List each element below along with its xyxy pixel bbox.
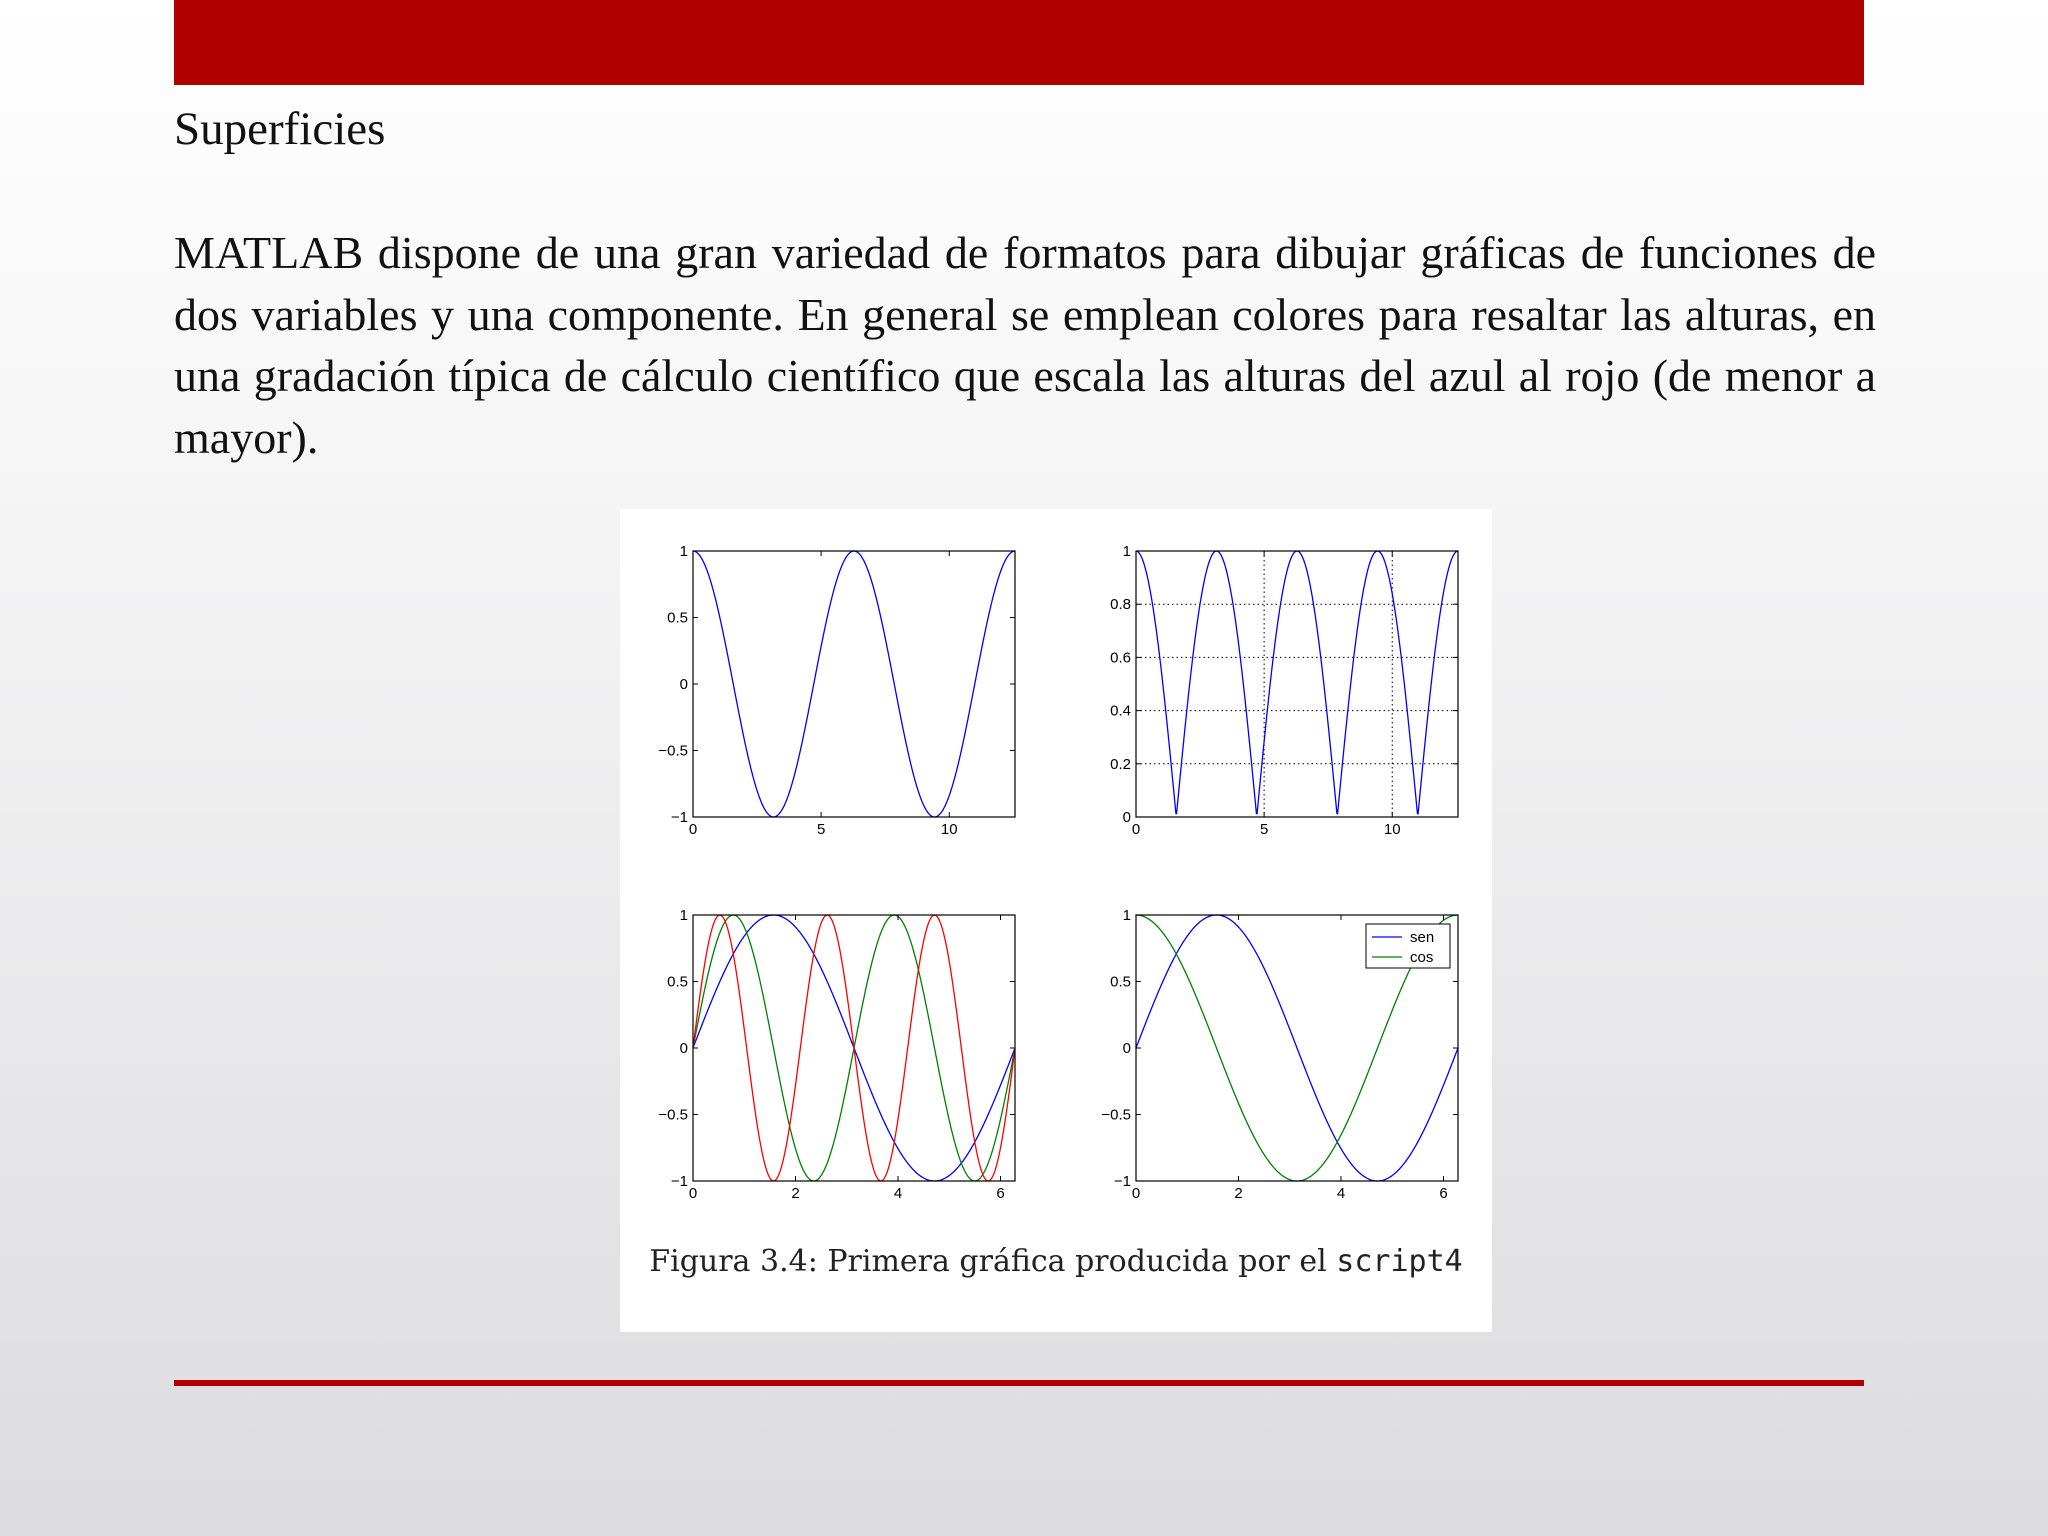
legend-box <box>1366 924 1450 968</box>
subplots-figure <box>620 509 1492 1229</box>
y-tick-label: −1 <box>670 1173 688 1190</box>
y-tick-label: 0 <box>679 1040 688 1057</box>
footer-accent-rule <box>174 1380 1864 1386</box>
y-tick-label: 0 <box>1122 1040 1131 1057</box>
x-tick-label: 10 <box>1383 821 1401 838</box>
slide-title: Superficies <box>174 103 386 155</box>
x-tick-label: 2 <box>791 1185 800 1202</box>
y-tick-label: −0.5 <box>1101 1106 1131 1124</box>
subplot-3 <box>658 907 1015 1202</box>
x-tick-label: 0 <box>1131 1185 1141 1202</box>
x-tick-label: 5 <box>816 821 826 838</box>
y-tick-label: 0.4 <box>1110 702 1131 720</box>
y-tick-label: 0 <box>1122 809 1131 826</box>
x-tick-label: 2 <box>1234 1185 1243 1202</box>
x-tick-label: 6 <box>996 1185 1005 1202</box>
figure-panel <box>620 509 1492 1332</box>
y-tick-label: −0.5 <box>658 742 688 760</box>
plot-area <box>693 551 1015 817</box>
y-tick-label: 0 <box>679 676 688 693</box>
y-tick-label: 0.5 <box>667 973 688 991</box>
y-tick-label: −1 <box>1113 1173 1131 1190</box>
y-tick-label: 1 <box>679 543 688 560</box>
legend-label-sen: sen <box>1410 929 1435 946</box>
caption-code: script4 <box>1336 1244 1463 1279</box>
x-tick-label: 6 <box>1439 1185 1448 1202</box>
x-tick-label: 0 <box>1131 821 1141 838</box>
y-tick-label: 1 <box>1122 907 1131 924</box>
y-tick-label: 0.8 <box>1110 596 1131 614</box>
x-tick-label: 10 <box>940 821 958 838</box>
x-tick-label: 4 <box>1336 1185 1346 1202</box>
legend-label-cos: cos <box>1410 949 1434 966</box>
x-tick-label: 5 <box>1259 821 1269 838</box>
subplot-1 <box>658 543 1015 838</box>
body-paragraph: MATLAB dispone de una gran variedad de formatos para dibujar gráficas de funciones de dos variables y una componente. En general se emplean colores para resaltar las alturas, en una gradación típica de cálculo científico que escala las alturas del azul al rojo (de menor a mayor). <box>174 227 1876 463</box>
x-tick-label: 0 <box>688 1185 698 1202</box>
y-tick-label: 0.5 <box>667 609 688 627</box>
y-tick-label: −0.5 <box>658 1106 688 1124</box>
x-tick-label: 0 <box>688 821 698 838</box>
figure-caption <box>620 1244 1492 1279</box>
header-accent-bar <box>174 0 1864 85</box>
subplot-4 <box>1101 907 1458 1202</box>
y-tick-label: 0.6 <box>1110 649 1131 667</box>
y-tick-label: 0.5 <box>1110 973 1131 991</box>
x-tick-label: 4 <box>893 1185 903 1202</box>
subplot-2 <box>1110 543 1458 838</box>
plot-area <box>1136 551 1458 817</box>
y-tick-label: 1 <box>1122 543 1131 560</box>
y-tick-label: 1 <box>679 907 688 924</box>
caption-text: Figura 3.4: Primera gráfica producida por el <box>649 1244 1337 1279</box>
y-tick-label: −1 <box>670 809 688 826</box>
legend <box>1366 924 1450 968</box>
y-tick-label: 0.2 <box>1110 755 1131 773</box>
